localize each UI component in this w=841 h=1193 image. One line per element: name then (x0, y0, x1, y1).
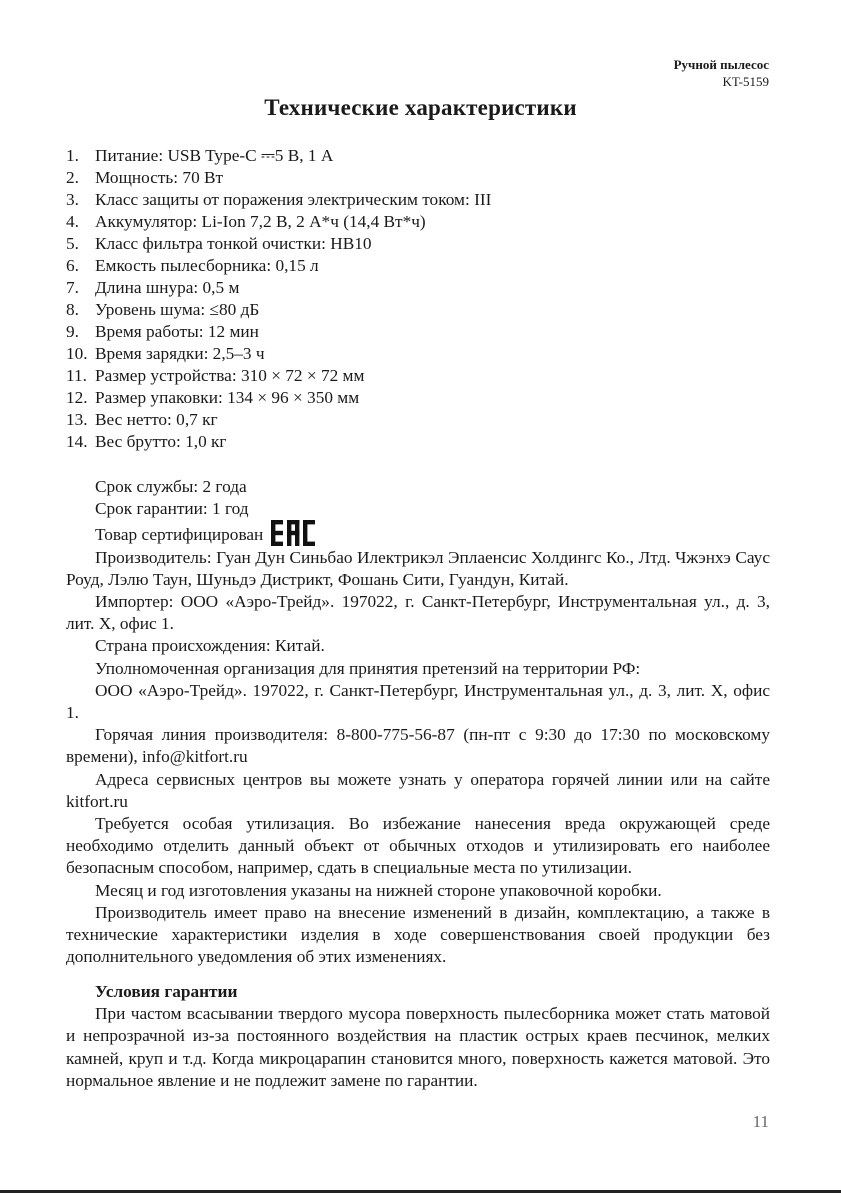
spec-item (66, 343, 491, 365)
spec-item (66, 255, 491, 277)
warranty-text: При частом всасывании твердого мусора поверхность пылесборника может стать матовой и непрозрачной из-за постоянного воздействия на пластик острых краев песчинок, мелких камней, круп и т.д. Когда микроцарапин становится много, поверхность кажется матовой. Это нормальное явление и не подлежит замене по гарантии. (66, 1004, 770, 1090)
model-number: KT-5159 (722, 74, 769, 89)
spec-number: 2. (66, 168, 79, 187)
importer-text: Импортер: ООО «Аэро-Трейд». 197022, г. Санкт-Петербург, Инструментальная ул., д. 3, лит. Х, офис 1. (66, 592, 770, 634)
spec-item (66, 145, 491, 167)
certified-text: Товар сертифицирован (95, 525, 264, 545)
spec-text: Длина шнура: 0,5 м (95, 278, 240, 297)
spec-item (66, 387, 491, 409)
page-title: Технические характеристики (264, 95, 577, 120)
spec-item (66, 277, 491, 299)
spec-text: Аккумулятор: Li-Ion 7,2 В, 2 А*ч (14,4 Вт*ч) (95, 212, 426, 231)
spec-number: 12. (66, 388, 88, 407)
spec-number: 11. (66, 366, 87, 385)
spec-item (66, 167, 491, 189)
spec-text: Время зарядки: 2,5–3 ч (95, 344, 265, 363)
service-life: Срок службы: 2 года (95, 477, 247, 496)
spec-number: 13. (66, 410, 88, 429)
warranty-heading: Условия гарантии (95, 982, 238, 1001)
spec-item (66, 233, 491, 255)
certification-line (66, 520, 770, 546)
spec-text: Вес брутто: 1,0 кг (95, 432, 227, 451)
spec-number: 3. (66, 190, 79, 209)
info-block (66, 476, 770, 968)
spec-text: Класс защиты от поражения электрическим током: III (95, 190, 492, 209)
spec-text: Класс фильтра тонкой очистки: HB10 (95, 234, 372, 253)
spec-text: Время работы: 12 мин (95, 322, 259, 341)
spec-number: 5. (66, 234, 79, 253)
spec-item (66, 365, 491, 387)
spec-text: Уровень шума: ≤80 дБ (95, 300, 260, 319)
spec-text: Размер упаковки: 134 × 96 × 350 мм (95, 388, 360, 407)
warranty-period: Срок гарантии: 1 год (95, 499, 249, 519)
spec-number: 8. (66, 300, 79, 319)
eac-mark-svg (271, 520, 315, 546)
page-number: 11 (752, 1112, 769, 1131)
product-name: Ручной пылесос (673, 57, 769, 72)
spec-item (66, 211, 491, 233)
spec-text: Размер устройства: 310 × 72 × 72 мм (95, 366, 365, 385)
specs-list (66, 145, 491, 453)
eac-mark-icon (271, 520, 315, 546)
manufacture-date-text: Месяц и год изготовления указаны на нижней стороне упаковочной коробки. (95, 880, 662, 900)
spec-item (66, 299, 491, 321)
disposal-text: Требуется особая утилизация. Во избежание нанесения вреда окружающей среде необходимо отделить данный объект от обычных отходов и утилизировать его наиболее безопасным способом, например, сдать в специальные места по утилизации. (66, 814, 770, 878)
spec-number: 7. (66, 278, 79, 297)
spec-text: Мощность: 70 Вт (95, 168, 224, 187)
spec-number: 4. (66, 212, 79, 231)
spec-item (66, 321, 491, 343)
warranty-section (66, 981, 770, 1092)
rights-text: Производитель имеет право на внесение изменений в дизайн, комплектацию, а также в технические характеристики изделия в ходе совершенствования своей продукции без дополнительного уведомления об этих изменениях. (66, 902, 770, 967)
spec-text: Питание: USB Type-C ⎓5 В, 1 А (95, 146, 334, 165)
spec-text: Вес нетто: 0,7 кг (95, 410, 218, 429)
spec-number: 10. (66, 344, 88, 363)
spec-item (66, 409, 491, 431)
origin-text: Страна происхождения: Китай. (95, 636, 325, 656)
authorized-org-text: Уполномоченная организация для принятия претензий на территории РФ: (95, 658, 641, 678)
spec-number: 14. (66, 432, 88, 451)
spec-text: Емкость пылесборника: 0,15 л (95, 256, 319, 275)
spec-item (66, 189, 491, 211)
service-centers-text: Адреса сервисных центров вы можете узнать у оператора горячей линии или на сайте kitfort.ru (66, 769, 770, 811)
spec-number: 9. (66, 322, 79, 341)
hotline-text: Горячая линия производителя: 8-800-775-56-87 (пн-пт с 9:30 до 17:30 по московскому времени), info@kitfort.ru (66, 725, 770, 767)
authorized-address-text: ООО «Аэро-Трейд». 197022, г. Санкт-Петербург, Инструментальная ул., д. 3, лит. Х, офис 1. (66, 680, 770, 723)
spec-item (66, 431, 491, 453)
spec-number: 1. (66, 146, 79, 165)
manufacturer-text: Производитель: Гуан Дун Синьбао Илектрикэл Эплаенсис Холдингс Ко., Лтд. Чжэнхэ Саус Роуд, Лэлю Таун, Шуньдэ Дистрикт, Фошань Сити, Гуандун, Китай. (66, 547, 770, 589)
document-header (674, 56, 769, 90)
spec-number: 6. (66, 256, 79, 275)
